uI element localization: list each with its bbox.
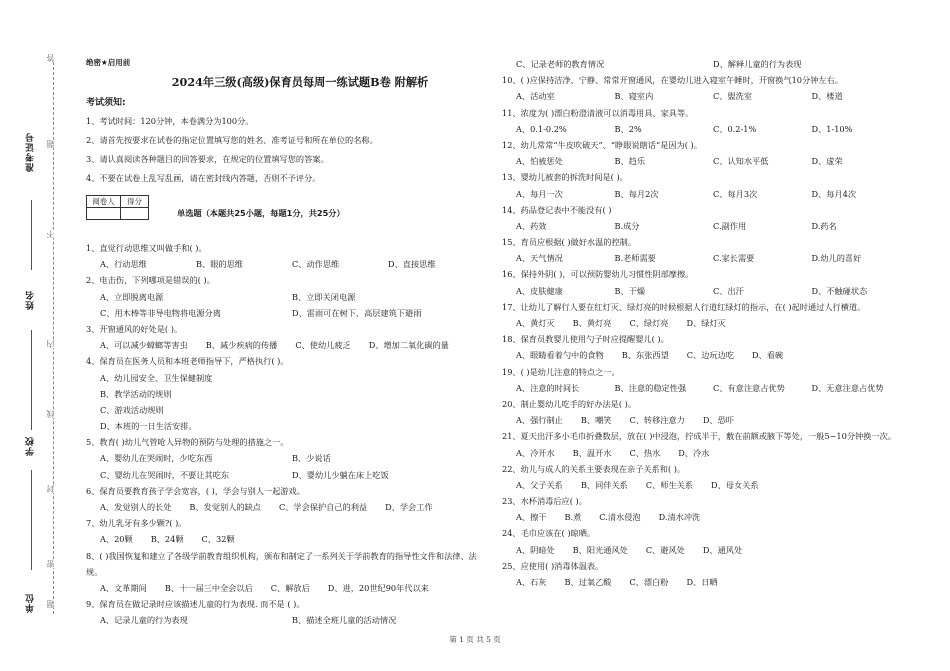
question-text: 9、保育员在做记录时应该描述儿童的行为表现. 而不是 ( )。 [86, 599, 305, 610]
answer-option[interactable]: C、0.2-1% [713, 123, 757, 134]
question-text: 11、浓度为( )漂白粉澄清液可以消毒用具、家具等。 [502, 107, 694, 118]
answer-option[interactable]: A、擦干 [516, 512, 547, 523]
answer-option[interactable]: C、避风处 [645, 544, 685, 555]
answer-option[interactable]: A、记录儿童的行为表现 [100, 615, 188, 626]
option-row [86, 337, 484, 353]
answer-option[interactable]: A、0.1-0.2% [516, 123, 567, 134]
answer-option[interactable]: D、虚荣 [811, 156, 843, 167]
answer-option[interactable]: D、母女关系 [711, 479, 759, 490]
answer-option[interactable]: C、解放后 [270, 582, 310, 593]
option-row [502, 283, 910, 299]
option-row [86, 580, 484, 596]
answer-option[interactable]: D、进，20世纪90年代以来 [327, 582, 429, 593]
question-text: 5、教育( )幼儿气管呛人异物的预防与处理的措施之一。 [86, 437, 289, 448]
option-row [86, 467, 484, 483]
school-field[interactable] [31, 470, 32, 570]
answer-option[interactable]: B、同伴关系 [580, 479, 628, 490]
question-text: 8、( )我国恢复和建立了各级学前教育组织机构，颁布和制定了一系列关于学前教育的指导性文件和法律、法规。 [86, 550, 477, 577]
answer-option[interactable]: A、冷开水 [516, 447, 555, 458]
question-text: 15、育员应根据( )做好水温的控制。 [502, 237, 637, 248]
question-text: 20、制止婴幼儿吃手的好办法是( )。 [502, 398, 637, 409]
option-row [502, 380, 910, 396]
seal-mark: 题 [46, 600, 55, 608]
seal-mark: 内 [46, 340, 55, 348]
option-row [86, 370, 484, 386]
answer-option[interactable]: A、父子关系 [516, 479, 563, 490]
option-row [502, 542, 910, 558]
answer-option[interactable]: A、眼睛看着勺中的食物 [516, 350, 604, 361]
question-text: 2、电击伤，下列哪项是错误的( )。 [86, 275, 215, 286]
question-list [502, 56, 910, 590]
question-text: 21、夏天出汗多小毛巾折叠数层，放在( )中浸泡，拧成半干，敷在前额或腋下等处，一般5~10分钟换一次。 [502, 431, 896, 442]
option-row [502, 445, 910, 461]
score-box [86, 190, 484, 224]
answer-option[interactable]: B.老师需要 [614, 253, 656, 264]
answer-option[interactable]: C、婴幼儿在哭闹时，不要让其吃东 [100, 469, 230, 480]
notice-item: 1、考试时间：120分钟，本卷满分为100分。 [86, 116, 254, 126]
answer-option[interactable]: C、热水 [629, 447, 661, 458]
answer-option[interactable]: A、每月一次 [516, 188, 563, 199]
question-text: 24、毛巾应该在( )晾晒。 [502, 528, 596, 539]
answer-option[interactable]: B、24颗 [150, 534, 184, 545]
answer-option[interactable]: C、边玩边吃 [686, 350, 734, 361]
seal-mark: 密 [46, 560, 55, 568]
option-row [86, 386, 484, 402]
answer-option[interactable]: C、动作思维 [292, 259, 340, 270]
option-row [502, 315, 910, 331]
question-text: 3、开窗通风的好处是( )。 [86, 323, 183, 334]
section-title: 单选题（本题共25小题，每题1分，共25分） [177, 207, 345, 218]
question-text: 14、药品登记表中不能没有( ) [502, 204, 612, 215]
option-row [86, 402, 484, 418]
option-row [86, 499, 484, 515]
answer-option[interactable]: C、32颗 [201, 534, 235, 545]
answer-option[interactable]: A、活动室 [516, 91, 555, 102]
answer-option[interactable]: B、东张西望 [621, 350, 669, 361]
answer-option[interactable]: A、石灰 [516, 577, 547, 588]
question-text: 4、保育员在医务人员和本班老师指导下，严格执行( )。 [86, 356, 289, 367]
option-row [502, 509, 910, 525]
answer-option[interactable]: C.清水侵泡 [599, 512, 641, 523]
answer-option[interactable]: D、绿灯灭 [686, 318, 726, 329]
answer-option[interactable]: C、绿灯亮 [629, 318, 669, 329]
answer-option[interactable]: D.药名 [811, 220, 837, 231]
notice-item: 3、请认真阅读各种题目的回答要求，在规定的位置填写您的答案。 [86, 154, 329, 164]
answer-option[interactable]: D、本班的一日生活安排。 [100, 421, 197, 432]
left-column [86, 56, 484, 629]
question-text: 10、( )应保持洁净、宁静、常常开窗通风，在婴幼儿进入寝室午睡时，开窗换气10分钟左右。 [502, 75, 843, 86]
answer-option[interactable]: B、立即关闭电源 [292, 291, 356, 302]
answer-option[interactable]: B、发觉别人的缺点 [189, 502, 261, 512]
answer-option[interactable]: A、阴暗处 [516, 544, 555, 555]
answer-option[interactable]: D、日晒 [686, 577, 718, 588]
answer-option[interactable]: A、20颗 [100, 534, 133, 545]
answer-option[interactable]: C、每月3次 [713, 188, 758, 199]
answer-option[interactable]: C、师生关系 [645, 479, 694, 490]
answer-option[interactable]: A、行动思维 [100, 259, 147, 270]
answer-option[interactable]: B、阳光通风处 [572, 544, 628, 555]
question-text: 23、水杯消毒后应( )。 [502, 496, 587, 507]
answer-option[interactable]: B、温开水 [572, 447, 612, 458]
option-row [86, 289, 484, 305]
answer-option[interactable]: B、每月2次 [614, 188, 659, 199]
label-name: 姓名 [26, 290, 36, 310]
answer-option[interactable]: D、直接思维 [388, 259, 436, 270]
answer-option[interactable]: B、减少疾病的传播 [205, 340, 278, 351]
answer-option[interactable]: B、教学活动的规则 [100, 388, 172, 399]
answer-option[interactable]: D、雷雨可在树下、高层建筑下避雨 [292, 307, 422, 318]
binding-margin [0, 40, 80, 620]
option-row [502, 574, 910, 590]
answer-option[interactable]: C、盥洗室 [713, 91, 753, 102]
answer-option[interactable]: C、转移注意力 [629, 415, 685, 426]
seal-mark: 题 [46, 140, 55, 148]
label-exam-number: 准考证号 [26, 132, 36, 172]
secret-label: 绝密★启用前 [86, 58, 131, 67]
answer-option[interactable]: C、有意注意占优势 [713, 382, 785, 393]
seal-mark: 不 [46, 230, 55, 238]
option-row [502, 250, 910, 266]
question-text: 1、直觉行动思维又叫做手和( )。 [86, 243, 207, 253]
question-text: 13、婴幼儿被套的拆洗时间是( )。 [502, 172, 628, 183]
option-row [502, 186, 910, 202]
answer-option[interactable]: A、发觉别人的长处 [100, 502, 172, 512]
notice-item: 2、请首先按要求在试卷的指定位置填写您的姓名、准考证号和所在单位的名称。 [86, 135, 378, 145]
answer-option[interactable]: B、趋乐 [614, 156, 646, 167]
answer-option[interactable]: B、寝室内 [614, 91, 654, 102]
answer-option[interactable]: B、少说话 [292, 453, 331, 464]
seal-mark: 封 [46, 485, 55, 493]
answer-option[interactable]: A、文革期间 [100, 582, 147, 593]
option-row [86, 531, 484, 547]
option-row [86, 450, 484, 466]
answer-option[interactable]: B、过氧乙酸 [564, 577, 612, 588]
question-text: 22、幼儿与成人的关系主要表现在亲子关系和( )。 [502, 463, 686, 474]
question-text: 17、让幼儿了解行人要在红灯灭、绿灯亮的时候根据人行道红绿灯的指示，在( )起时通过人行横道。 [502, 301, 866, 312]
score-header: 得分 [121, 195, 149, 207]
option-row [502, 218, 910, 234]
question-text: 7、幼儿乳牙有多少颗?( )。 [86, 518, 187, 529]
answer-option[interactable]: B、2% [614, 123, 642, 134]
answer-option[interactable]: D、冷水 [678, 447, 710, 458]
name-field[interactable] [31, 330, 32, 430]
answer-option[interactable]: A、药效 [516, 220, 547, 231]
answer-option[interactable]: D、婴幼儿少躺在床上吃饭 [292, 469, 389, 480]
answer-option[interactable]: D、解释儿童的行为表现 [713, 59, 802, 69]
question-text: 12、幼儿常常“牛皮吹破天”、“睁眼说瞎话”是因为( )。 [502, 139, 702, 150]
seal-mark: 答 [46, 54, 55, 62]
answer-option[interactable]: D、楼道 [811, 91, 843, 102]
option-row [86, 256, 484, 272]
option-row [502, 121, 910, 137]
answer-option[interactable]: D、无意注意占优势 [811, 382, 884, 393]
option-row [502, 56, 910, 72]
answer-option[interactable]: A、强行制止 [516, 415, 563, 426]
answer-option[interactable]: D、学会工作 [385, 502, 433, 512]
answer-option[interactable]: A、可以减少蟑螂等害虫 [100, 340, 188, 351]
answer-option[interactable]: D.清水冲洗 [658, 512, 701, 523]
question-text: 25、应使用( )消毒体温表。 [502, 560, 604, 571]
page-footer: 第 1 页 共 5 页 [449, 635, 501, 644]
question-text: 6、保育员要教育孩子学会宽容，( )，学会与别人一起游戏。 [86, 485, 305, 496]
answer-option[interactable]: B.煮 [564, 512, 582, 523]
answer-option[interactable]: D、增加二氧化碳的量 [368, 340, 449, 351]
reviewer-cell[interactable] [87, 207, 121, 219]
option-row [502, 88, 910, 104]
right-column [502, 56, 910, 590]
answer-option[interactable]: A、立即脱离电源 [100, 291, 164, 302]
question-text: 18、保育员教婴儿使用勺子时应提醒婴儿( )。 [502, 334, 669, 345]
answer-option[interactable]: D、每月4次 [811, 188, 857, 199]
option-row [502, 153, 910, 169]
answer-option[interactable]: A、怕被惩处 [516, 156, 563, 167]
answer-option[interactable]: A、注意的时间长 [516, 382, 580, 393]
answer-option[interactable]: D、通风处 [702, 544, 743, 555]
answer-option[interactable]: A、皮肤健康 [516, 285, 563, 296]
answer-option[interactable]: B.成分 [614, 220, 640, 231]
answer-option[interactable]: C、记录老师的教育情况 [516, 59, 605, 69]
notice-title: 考试须知: [86, 98, 126, 108]
answer-option[interactable]: D、1-10% [811, 123, 853, 134]
answer-option[interactable]: B、眼的思维 [196, 259, 243, 270]
score-table [86, 195, 149, 220]
answer-option[interactable]: B、描述全班儿童的活动情况 [292, 615, 397, 626]
answer-option[interactable]: B、黄灯亮 [572, 318, 612, 329]
answer-option[interactable]: C、学会保护自己的利益 [278, 502, 368, 512]
option-row [86, 305, 484, 321]
label-unit: 单位 [26, 593, 36, 613]
score-cell[interactable] [121, 207, 149, 219]
answer-option[interactable]: D.幼儿的喜好 [811, 253, 862, 264]
seal-mark: 线 [46, 410, 55, 418]
answer-option[interactable]: A、天气情况 [516, 253, 563, 264]
answer-option[interactable]: A、黄灯灭 [516, 318, 555, 329]
answer-option[interactable]: B、嘲笑 [580, 415, 612, 426]
option-row [86, 612, 484, 628]
answer-option[interactable]: D、恐吓 [702, 415, 734, 426]
option-row [502, 347, 910, 363]
answer-option[interactable]: C、漂白粉 [629, 577, 669, 588]
answer-option[interactable]: C、游戏活动规则 [100, 404, 164, 415]
question-list [86, 240, 484, 629]
answer-option[interactable]: A、婴幼儿在哭闹时，少吃东西 [100, 453, 213, 464]
answer-option[interactable]: B、十一届三中全会以后 [164, 582, 253, 593]
option-row [502, 477, 910, 493]
answer-option[interactable]: A、幼儿园安全、卫生保健制度 [100, 372, 213, 383]
answer-option[interactable]: C、使幼儿疲乏 [295, 340, 351, 351]
exam-number-field[interactable] [31, 200, 32, 270]
page-title: 2024年三级(高级)保育员每周一练试题B卷 附解析 [171, 75, 429, 89]
label-school: 学校 [26, 436, 36, 456]
answer-option[interactable]: C、出汗 [713, 285, 744, 296]
reviewer-header: 阅卷人 [87, 195, 121, 207]
answer-option[interactable]: D、看碗 [751, 350, 784, 361]
answer-option[interactable]: C.副作用 [713, 220, 747, 231]
option-row [86, 418, 484, 434]
answer-option[interactable]: D、不触碰状态 [811, 285, 868, 296]
answer-option[interactable]: C.家长需要 [713, 253, 755, 264]
answer-option[interactable]: C、认知水平低 [713, 156, 769, 167]
notice-item: 4、不要在试卷上乱写乱画，请在密封线内答题，否则不予评分。 [86, 173, 321, 183]
answer-option[interactable]: B、干燥 [614, 285, 646, 296]
option-row [502, 412, 910, 428]
question-text: 19、( )是幼儿注意的特点之一。 [502, 366, 620, 377]
answer-option[interactable]: B、注意的稳定性强 [614, 382, 687, 393]
answer-option[interactable]: C、用木棒等非导电物将电源分离 [100, 307, 221, 318]
question-text: 16、保持外阴( )，可以预防婴幼儿习惯性阴部摩擦。 [502, 269, 694, 280]
